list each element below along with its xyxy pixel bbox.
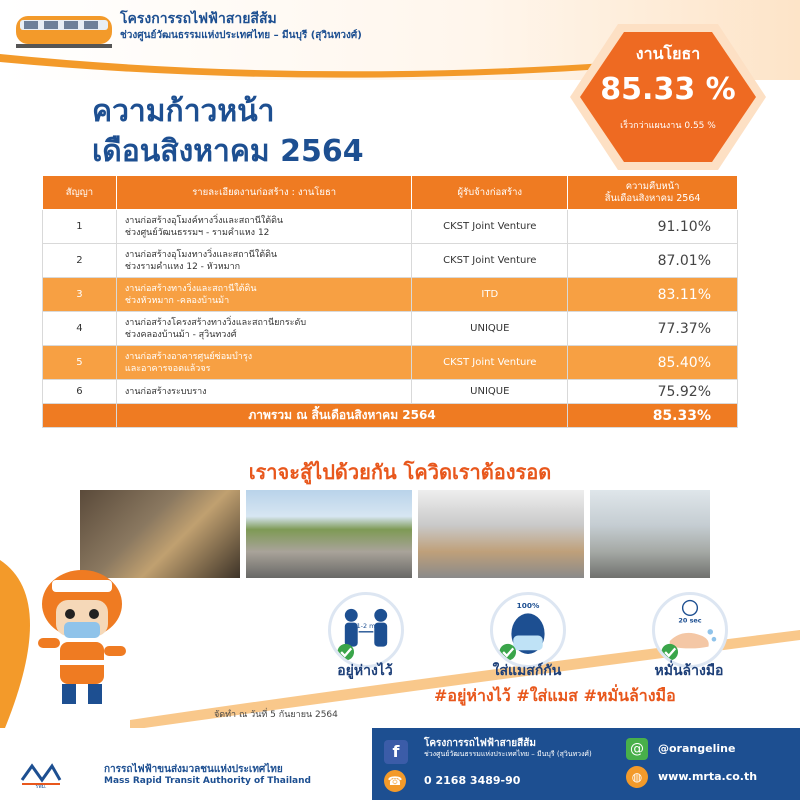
- cell-contractor: UNIQUE: [412, 312, 568, 346]
- table-row: [43, 380, 738, 404]
- cell-contractor: ITD: [412, 278, 568, 312]
- table-header-row: [43, 176, 738, 210]
- cell-progress: 91.10%: [568, 210, 738, 244]
- face-mask-icon: [490, 592, 566, 668]
- cell-progress: 83.11%: [568, 278, 738, 312]
- desc-line: ช่วงศูนย์วัฒนธรรมฯ - รามคำแหง 12: [124, 227, 270, 238]
- line-icon: @: [626, 738, 648, 760]
- desc-line: ช่วงคลองบ้านม้า - สุวินทวงศ์: [124, 329, 237, 340]
- table-row: [43, 244, 738, 278]
- mrta-abbr: รฟม.: [35, 784, 47, 788]
- header-progress-line2: สิ้นเดือนสิงหาคม 2564: [604, 192, 701, 204]
- desc-line: งานก่อสร้างอุโมงทางวิ่งและสถานีใต้ดิน: [124, 249, 278, 260]
- cell-description: [116, 346, 412, 380]
- table-row: [43, 278, 738, 312]
- cell-description: [116, 278, 412, 312]
- slogan: เราจะสู้ไปด้วยกัน โควิดเราต้องรอด: [248, 460, 552, 484]
- wash-tag: 20 sec: [678, 616, 702, 625]
- cell-contract: 3: [43, 278, 117, 312]
- cell-progress: 75.92%: [568, 380, 738, 404]
- distance-tag: 1-2 m: [356, 622, 376, 631]
- phone-number[interactable]: 0 2168 3489-90: [424, 774, 521, 787]
- phone-icon: ☎: [384, 770, 406, 792]
- table-total-row: [43, 404, 738, 428]
- prevention-label-distance: อยู่ห่างไว้: [337, 663, 393, 679]
- prevention-label-mask: ใส่แมสก์กัน: [492, 663, 562, 679]
- cell-description: [116, 380, 412, 404]
- facebook-page-subtitle: ช่วงศูนย์วัฒนธรรมแห่งประเทศไทย – มีนบุรี (สุวินทวงศ์): [424, 750, 592, 758]
- desc-line: งานก่อสร้างโครงสร้างทางวิ่งและสถานียกระดับ: [124, 317, 307, 328]
- prevention-label-wash: หมั่นล้างมือ: [654, 663, 724, 679]
- facebook-page-name[interactable]: โครงการรถไฟฟ้าสายสีส้ม: [424, 738, 536, 749]
- desc-line: งานก่อสร้างทางวิ่งและสถานีใต้ดิน: [124, 283, 257, 294]
- mascot-icon: [22, 560, 142, 710]
- cell-contractor: CKST Joint Venture: [412, 346, 568, 380]
- header-progress: [568, 176, 738, 210]
- title-line-1: ความก้าวหน้า: [92, 94, 275, 129]
- desc-line: และอาคารจอดแล้วจร: [124, 363, 211, 374]
- website-link[interactable]: www.mrta.co.th: [658, 770, 758, 783]
- table-row: [43, 210, 738, 244]
- project-title: โครงการรถไฟฟ้าสายสีส้ม: [120, 11, 277, 27]
- table-row: [43, 346, 738, 380]
- cell-contract: 4: [43, 312, 117, 346]
- header-contract: สัญญา: [43, 176, 117, 210]
- mrta-logo: [20, 762, 62, 788]
- title-line-2: เดือนสิงหาคม 2564: [92, 134, 364, 169]
- desc-line: ช่วงหัวหมาก -คลองบ้านม้า: [124, 295, 230, 306]
- date-note: จัดทำ ณ วันที่ 5 กันยายน 2564: [214, 710, 338, 720]
- cell-total-value: 85.33%: [568, 404, 738, 428]
- cell-description: [116, 244, 412, 278]
- line-account[interactable]: @orangeline: [658, 742, 736, 755]
- cell-contract: 5: [43, 346, 117, 380]
- cell-contractor: UNIQUE: [412, 380, 568, 404]
- cell-contractor: CKST Joint Venture: [412, 244, 568, 278]
- desc-line: งานก่อสร้างอาคารศูนย์ซ่อมบำรุง: [124, 351, 253, 362]
- cell-contractor: CKST Joint Venture: [412, 210, 568, 244]
- globe-icon: ◍: [626, 766, 648, 788]
- desc-line: งานก่อสร้างระบบราง: [124, 386, 207, 397]
- cell-progress: 77.37%: [568, 312, 738, 346]
- hand-wash-icon: [652, 592, 728, 668]
- summary-value: 85.33 %: [600, 72, 736, 107]
- facebook-icon[interactable]: f: [384, 740, 408, 764]
- cell-description: [116, 312, 412, 346]
- desc-line: ช่วงรามคำแหง 12 - หัวหมาก: [124, 261, 241, 272]
- cell-contract: 2: [43, 244, 117, 278]
- cell-progress: 87.01%: [568, 244, 738, 278]
- project-subtitle: ช่วงศูนย์วัฒนธรรมแห่งประเทศไทย – มีนบุรี (สุวินทวงศ์): [120, 30, 362, 41]
- mrta-thai-name: การรถไฟฟ้าขนส่งมวลชนแห่งประเทศไทย: [104, 764, 283, 775]
- summary-label: งานโยธา: [635, 44, 701, 63]
- mrta-english-name: Mass Rapid Transit Authority of Thailand: [104, 776, 311, 786]
- table-row: [43, 312, 738, 346]
- mask-tag: 100%: [516, 600, 540, 610]
- header-progress-line1: ความคืบหน้า: [625, 180, 680, 192]
- page-title: [92, 92, 364, 172]
- summary-note: เร็วกว่าแผนงาน 0.55 %: [620, 121, 716, 131]
- header-contractor: ผู้รับจ้างก่อสร้าง: [412, 176, 568, 210]
- social-distance-icon: [328, 592, 404, 668]
- progress-table: [42, 175, 738, 428]
- cell-contract: 6: [43, 380, 117, 404]
- cell-total-label: ภาพรวม ณ สิ้นเดือนสิงหาคม 2564: [116, 404, 567, 428]
- header-description: รายละเอียดงานก่อสร้าง : งานโยธา: [116, 176, 412, 210]
- hashtags: #อยู่ห่างไว้ #ใส่แมส #หมั่นล้างมือ: [434, 686, 676, 705]
- cell-progress: 85.40%: [568, 346, 738, 380]
- desc-line: งานก่อสร้างอุโมงค์ทางวิ่งและสถานีใต้ดิน: [124, 215, 284, 226]
- cell-total-spacer: [43, 404, 117, 428]
- cell-contract: 1: [43, 210, 117, 244]
- cell-description: [116, 210, 412, 244]
